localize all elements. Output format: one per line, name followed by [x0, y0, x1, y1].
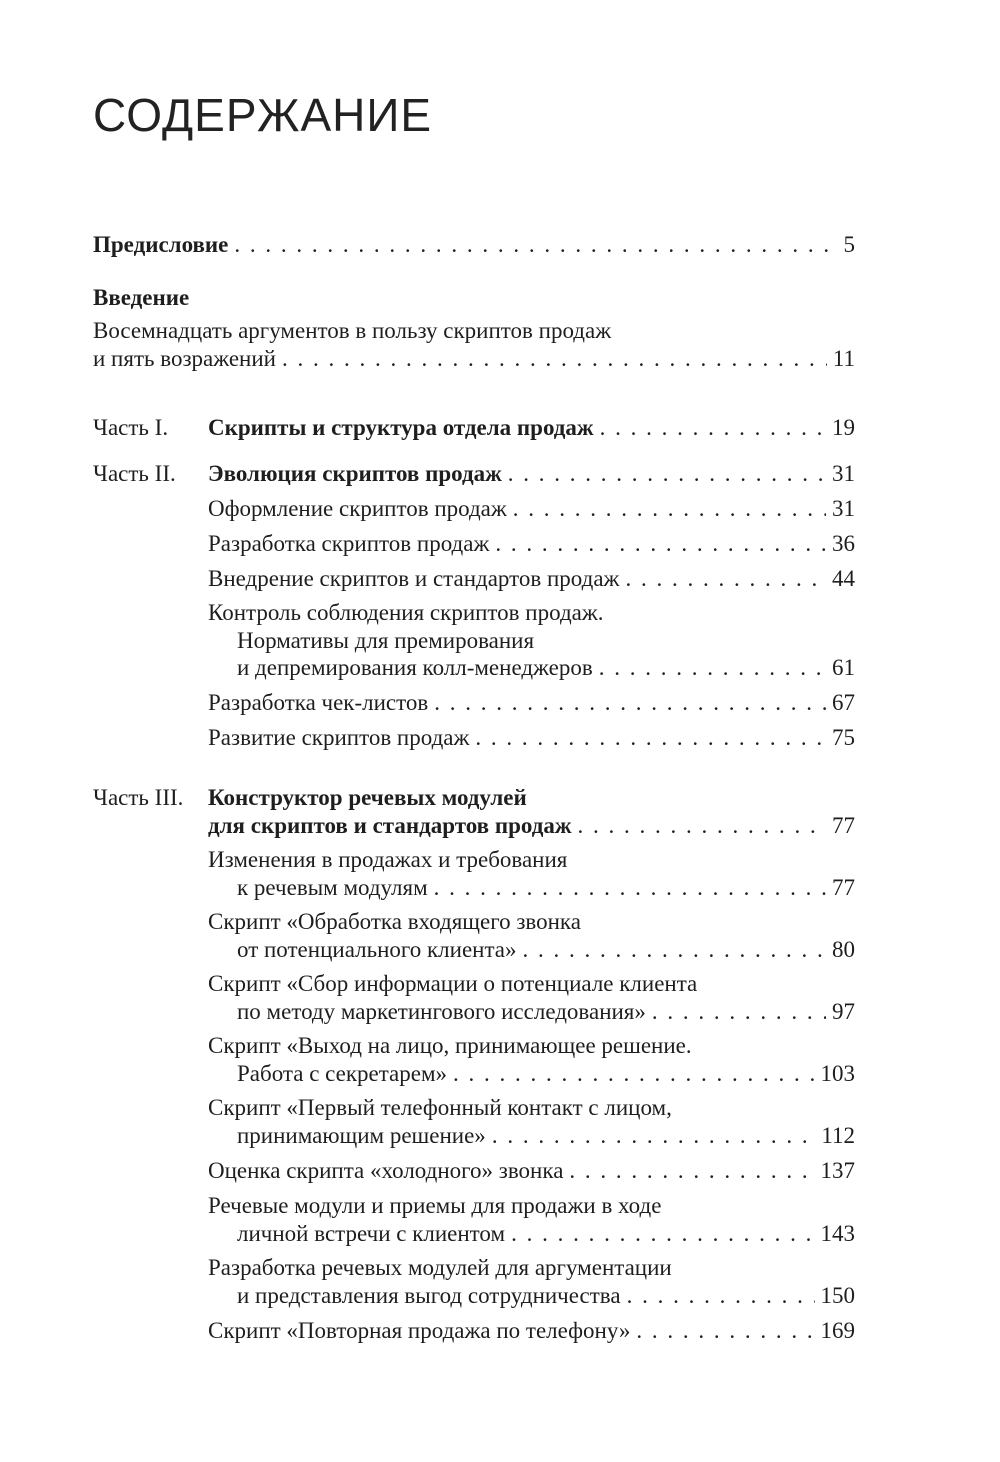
toc-page-number: 31 [832, 461, 855, 486]
toc-entry-preface [93, 233, 855, 256]
toc-page-number: 150 [820, 1283, 855, 1308]
part-prefix: Часть III. [93, 785, 184, 810]
toc-page-number: 5 [843, 232, 855, 257]
toc-entry-part2 [208, 462, 855, 485]
toc-heading-intro: Введение [93, 285, 190, 310]
page-title: СОДЕРЖАНИЕ [93, 89, 433, 141]
toc-label: к речевым модулям [237, 875, 428, 900]
toc-label: и пять возражений [93, 346, 276, 371]
dot-leader [627, 1284, 815, 1307]
toc-page-number: 19 [832, 415, 855, 440]
toc-entry [237, 1000, 855, 1023]
toc-label: Разработка чек-листов [208, 690, 429, 715]
toc-label: для скриптов и стандартов продаж [208, 813, 572, 838]
dot-leader [495, 532, 826, 555]
toc-page-number: 77 [832, 813, 855, 838]
part-prefix: Часть I. [93, 415, 169, 440]
toc-entry-line: Речевые модули и приемы для продажи в ходе [208, 1193, 662, 1218]
dot-leader [599, 656, 826, 679]
toc-entry-line: Контроль соблюдения скриптов продаж. [208, 600, 604, 625]
dot-leader [600, 416, 826, 439]
toc-entry [237, 876, 855, 899]
dot-leader [523, 938, 826, 961]
toc-label: Оценка скрипта «холодного» звонка [208, 1158, 564, 1183]
toc-label: Разработка скриптов продаж [208, 531, 490, 556]
toc-page-number: 103 [820, 1061, 855, 1086]
dot-leader [434, 691, 826, 714]
toc-entry [208, 726, 855, 749]
dot-leader [492, 1124, 816, 1147]
toc-page-number: 112 [821, 1123, 855, 1148]
toc-entry [237, 1124, 855, 1147]
dot-leader [453, 1062, 814, 1085]
dot-leader [234, 233, 837, 256]
toc-label: Эволюция скриптов продаж [208, 461, 502, 486]
part-prefix: Часть II. [93, 461, 176, 486]
dot-leader [652, 1000, 826, 1023]
toc-entry [208, 532, 855, 555]
toc-entry [208, 567, 855, 590]
toc-part3-title-line1: Конструктор речевых модулей [208, 785, 527, 810]
toc-entry [237, 1222, 855, 1245]
toc-entry [237, 938, 855, 961]
toc-page-number: 11 [832, 346, 855, 371]
toc-entry [208, 1319, 855, 1342]
toc-page-number: 44 [832, 566, 855, 591]
toc-label: Скрипт «Повторная продажа по телефону» [208, 1318, 631, 1343]
toc-label: Развитие скриптов продаж [208, 725, 470, 750]
toc-label: Скрипты и структура отдела продаж [208, 415, 594, 440]
toc-entry-intro [93, 347, 855, 370]
toc-intro-line1: Восемнадцать аргументов в пользу скриптов продаж [93, 318, 612, 343]
toc-entry-part3 [208, 814, 855, 837]
toc-page-number: 75 [832, 725, 855, 750]
toc-entry-part1 [208, 416, 855, 439]
toc-entry [208, 1159, 855, 1182]
toc-entry-line: Нормативы для премирования [237, 628, 535, 653]
toc-entry [237, 656, 855, 679]
toc-page-number: 143 [820, 1221, 855, 1246]
dot-leader [282, 347, 827, 370]
toc-label: по методу маркетингового исследования» [237, 999, 646, 1024]
toc-entry-line: Разработка речевых модулей для аргументации [208, 1255, 672, 1280]
toc-label: и представления выгод сотрудничества [237, 1283, 621, 1308]
toc-entry-line: Скрипт «Обработка входящего звонка [208, 909, 581, 934]
dot-leader [508, 462, 826, 485]
toc-entry-line: Скрипт «Выход на лицо, принимающее решение. [208, 1033, 692, 1058]
dot-leader [625, 567, 826, 590]
toc-page-number: 80 [832, 937, 855, 962]
toc-label: и депремирования колл-менеджеров [237, 655, 593, 680]
toc-label: принимающим решение» [237, 1123, 486, 1148]
toc-entry [208, 497, 855, 520]
toc-entry [237, 1284, 855, 1307]
dot-leader [434, 876, 826, 899]
toc-label: Предисловие [93, 232, 229, 257]
toc-page-number: 31 [832, 496, 855, 521]
toc-label: Работа с секретарем» [237, 1061, 448, 1086]
toc-label: Оформление скриптов продаж [208, 496, 507, 521]
toc-entry [208, 691, 855, 714]
toc-entry-line: Скрипт «Сбор информации о потенциале клиента [208, 971, 698, 996]
toc-page-number: 36 [832, 531, 855, 556]
dot-leader [511, 1222, 814, 1245]
dot-leader [513, 497, 826, 520]
toc-entry-line: Изменения в продажах и требования [208, 847, 568, 872]
toc-entry [237, 1062, 855, 1085]
toc-page-number: 67 [832, 690, 855, 715]
toc-label: личной встречи с клиентом [237, 1221, 506, 1246]
toc-label: от потенциального клиента» [237, 937, 517, 962]
dot-leader [636, 1319, 814, 1342]
toc-page-number: 137 [820, 1158, 855, 1183]
toc-page-number: 61 [832, 655, 855, 680]
toc-label: Внедрение скриптов и стандартов продаж [208, 566, 620, 591]
toc-page-number: 77 [832, 875, 855, 900]
dot-leader [475, 726, 826, 749]
toc-page-number: 97 [832, 999, 855, 1024]
dot-leader [569, 1159, 814, 1182]
toc-page-number: 169 [820, 1318, 855, 1343]
toc-entry-line: Скрипт «Первый телефонный контакт с лицом, [208, 1095, 672, 1120]
dot-leader [578, 814, 826, 837]
